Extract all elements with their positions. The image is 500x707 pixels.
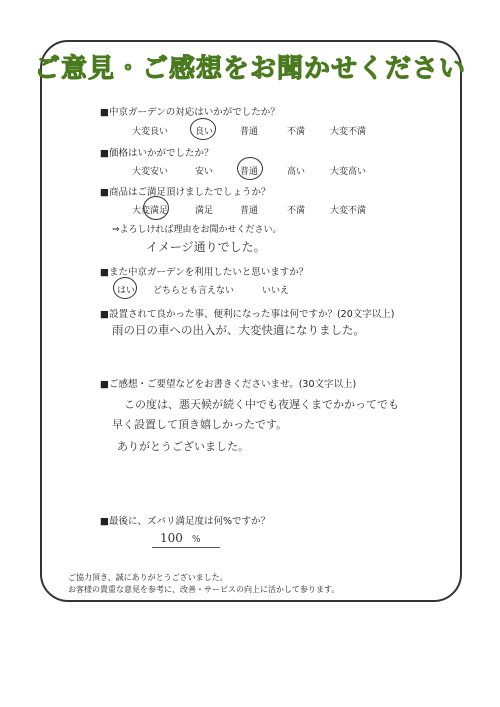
option-very-satisfied[interactable]: 大変満足 [132,206,169,216]
option-normal[interactable]: 普通 [240,127,259,137]
comments-line-2: 早く設置して頂き嬉しかったです。 [112,418,288,431]
comments-line-1: この度は、悪天候が続く中でも夜遅くまでかかってでも [124,398,399,411]
question-reuse: ■また中京ガーデンを利用したいと思いますか？ [100,267,309,278]
option-very-unsatisfied[interactable]: 大変不満 [330,127,367,137]
good-points-answer: 雨の日の車への出入が、大変快適になりました。 [112,323,365,337]
question-service: ■中京ガーデンの対応はいかがでしたか？ [100,107,280,118]
selected-circle-mark [237,157,263,180]
satisfaction-unit: % [192,535,201,545]
option-cheap[interactable]: 安い [195,167,214,177]
option-neither[interactable]: どちらとも言えない [153,286,235,296]
footer-note: お客様の貴重な意見を参考に、改善・サービスの向上に活かして参ります。 [68,585,340,594]
question-good-points: ■設置されて良かった事、便利になった事は何ですか？(20文字以上) [100,309,395,320]
option-no[interactable]: いいえ [262,286,290,296]
selected-circle-mark [190,118,216,140]
question-product: ■商品はご満足頂けましたでしょうか？ [100,187,271,198]
reason-prompt: ⇒よろしければ理由をお聞かせください。 [112,225,282,235]
option-normal[interactable]: 普通 [240,167,259,177]
selected-circle-mark [113,277,137,299]
option-yes[interactable]: はい [117,286,136,296]
comments-line-3: ありがとうございました。 [117,440,249,453]
option-expensive[interactable]: 高い [287,167,306,177]
question-price: ■価格はいかがでしたか？ [100,148,214,159]
question-comments: ■ご感想・ご要望などをお書きくださいませ。(30文字以上) [100,379,357,390]
option-very-good[interactable]: 大変良い [132,127,169,137]
footer-thanks: ご協力頂き、誠にありがとうございました。 [68,573,228,582]
option-unsatisfied[interactable]: 不満 [287,127,306,137]
reason-answer: イメージ通りでした。 [146,240,266,254]
option-very-expensive[interactable]: 大変高い [330,167,367,177]
option-good[interactable]: 良い [195,127,214,137]
selected-circle-mark [143,196,169,220]
option-normal[interactable]: 普通 [240,206,259,216]
satisfaction-value: 100 [160,531,183,545]
option-very-unsatisfied[interactable]: 大変不満 [330,206,367,216]
option-very-cheap[interactable]: 大変安い [132,167,169,177]
page-title: ご意見・ご感想をお聞かせください [33,54,466,84]
satisfaction-underline [152,547,220,548]
question-satisfaction: ■最後に、ズバリ満足度は何%ですか？ [100,516,271,527]
option-satisfied[interactable]: 満足 [195,206,214,216]
option-unsatisfied[interactable]: 不満 [287,206,306,216]
